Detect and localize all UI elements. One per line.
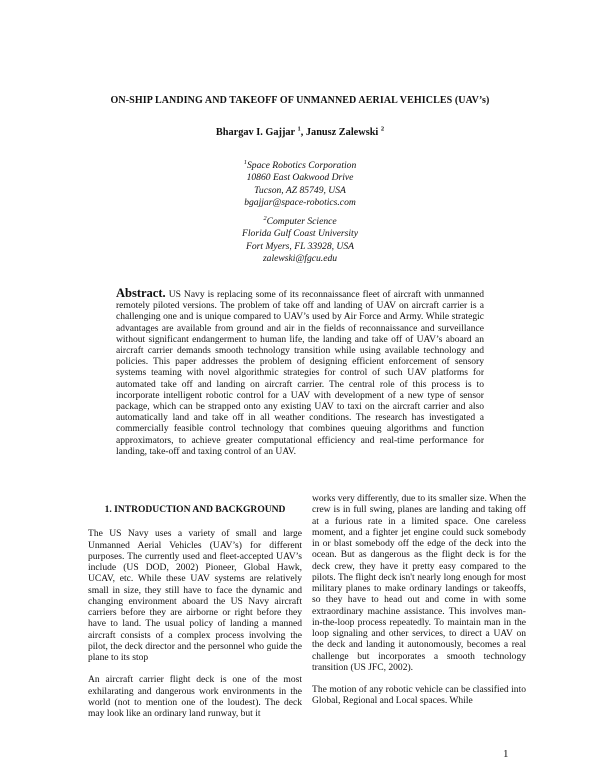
page-number: 1 <box>503 748 509 760</box>
author-name: Janusz Zalewski <box>305 127 379 138</box>
author-name: Bhargav I. Gajjar <box>215 127 295 138</box>
affiliation-line: Fort Myers, FL 33928, USA <box>245 240 354 252</box>
affiliation-line: $^2$Computer Science <box>263 214 337 227</box>
paragraph: The motion of any robotic vehicle can be classified into Global, Regional and Local spaces. While <box>312 684 526 707</box>
affiliation-line: Tucson, AZ 85749, USA <box>254 184 346 196</box>
paper-title: ON-SHIP LANDING AND TAKEOFF OF UNMANNED AERIAL VEHICLES (UAV’s) <box>110 95 490 106</box>
author-affiliation-mark: 2 <box>380 125 385 133</box>
abstract-label: Abstract. <box>116 286 166 300</box>
section-heading: 1. INTRODUCTION AND BACKGROUND <box>104 504 286 515</box>
abstract <box>116 288 484 457</box>
affiliation-mark: 2 <box>263 214 267 222</box>
author-separator: , <box>300 127 306 138</box>
author-affiliation-mark: 1 <box>297 125 301 133</box>
affiliation-block <box>100 216 500 266</box>
affiliation-email: bgajjar@space-robotics.com <box>244 197 356 209</box>
left-column <box>88 504 302 719</box>
affiliation-block <box>100 160 500 210</box>
right-column <box>312 493 526 707</box>
affiliation-line: $^1$Space Robotics Corporation <box>243 158 357 171</box>
affiliation-line: Florida Gulf Coast University <box>242 228 358 240</box>
paragraph: The US Navy uses a variety of small and large Unmanned Aerial Vehicles (UAV’s) for different purposes. The currently used and fleet-accepted UAV’s include (US DOD, 2002) Pioneer, Global Hawk, UCAV, etc. While these UAV systems are relatively small in size, they still have to face the dynamic and changing environment aboard the US Navy aircraft carriers before they are airborne or right before they have to land. The usual policy of landing a manned aircraft consists of a complex process involving the pilot, the deck director and the personnel who guide the plane to its stop <box>88 528 302 663</box>
affiliation-line: 10860 East Oakwood Drive <box>246 172 354 184</box>
abstract-text: US Navy is replacing some of its reconnaissance fleet of aircraft with unmanned remotely piloted versions. The problem of take off and landing of UAV on aircraft carrier is a challenging one and is unique compared to UAV’s used by Air Force and Army. While strategic advantages are available from ground and air in the fields of reconnaissance and surveillance without significant endangerment to human life, the landing and take off of UAV’s aboard an aircraft carrier demands smooth technology transition while using available technology and policies. This paper addresses the problem of designing efficient enforcement of sensory systems teaming with novel algorithmic strategies for control of such UAV platforms for automated take off and landing on aircraft carrier. The central role of this process is to incorporate intelligent robotic control for a UAV with development of a new type of sensor package, which can be strapped onto any existing UAV to taxi on the aircraft carrier and also automatically land and take off in all weather conditions. The research has investigated a commercially feasible control technology that combines queuing algorithms and function approximators, to achieve greater computational efficiency and real-time performance for landing, take-off and taxing control of an UAV. <box>116 289 484 457</box>
affiliation-email: zalewski@fgcu.edu <box>262 253 338 265</box>
author-list <box>60 127 540 138</box>
paragraph: An aircraft carrier flight deck is one of the most exhilarating and dangerous work environments in the world (not to mention one of the loudest). The deck may look like an ordinary land runway, but it <box>88 674 302 720</box>
affiliation-mark: 1 <box>243 158 247 166</box>
paragraph: works very differently, due to its smaller size. When the crew is in full swing, planes are landing and taking off at a furious rate in a limited space. One careless moment, and a fighter jet engine could suck somebody in or blast somebody off the edge of the deck into the ocean. But as dangerous as the flight deck is for the deck crew, they have it pretty easy compared to the pilots. The flight deck isn't nearly long enough for most military planes to make ordinary landings or takeoffs, so they have to head out and come in with some extraordinary machine assistance. This involves man-in-the-loop process repeatedly. To maintain man in the loop signaling and other services, to direct a UAV on the deck and landing it autonomously, becomes a real challenge but incorporates a smooth technology transition (US JFC, 2002). <box>312 493 526 673</box>
